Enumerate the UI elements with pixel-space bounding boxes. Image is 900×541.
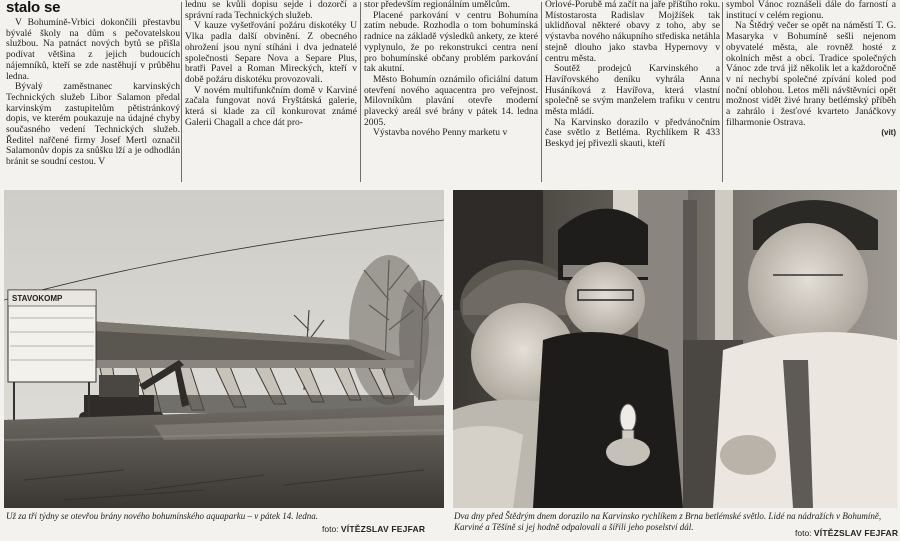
news-columns bbox=[0, 0, 900, 185]
paragraph: stor především regionálním umělcům. bbox=[364, 0, 511, 10]
paragraph: V Bohumíně-Vrbici dokončili přestavbu bývalé školy na dům s pečovatelskou službou. Na patnáct nových bytů se přišla podívat většina z jejich budoucích nájemníků, kteří se zde nastěhují v průběhu ledna. bbox=[6, 18, 180, 82]
paragraph: Na Štědrý večer se opět na náměstí T. G. Masaryka v Bohumíně sešli nejenom obyvatelé města, ale rovněž hosté z okolních měst a obcí. Tradice společných Vánoc zde trvá již několik let a každoročně v ní nechybí společné zpívání koled pod noční oblohou. Letos měli návštěvníci opět možnost vidět živé hrany betlémský příběh a zahrálo i žesťové kvarteto Janáčkovy filharmonie Ostrava. bbox=[726, 20, 896, 128]
aquapark-photo-caption: Už za tři týdny se otevřou brány nového bohumínského aquaparku – v pátek 14. ledna. bbox=[6, 511, 318, 521]
author-signature: (vit) bbox=[881, 128, 896, 138]
paragraph: Na Karvinsko dorazilo v předvánočním čase světlo z Betléma. Rychlíkem R 433 Beskyd jej přivezli skauti, kteří bbox=[545, 116, 720, 150]
paragraph: symbol Vánoc roznášeli dále do farností a institucí v celém regionu. bbox=[726, 0, 896, 21]
news-column-1 bbox=[6, 18, 180, 182]
news-column-2 bbox=[185, 0, 357, 182]
paragraph: Výstavba nového Penny marketu v bbox=[373, 127, 508, 139]
paragraph: Soutěž prodejců Karvinského a Havířovského deníku vyhrála Anna Husáníková z Havířova, která vlastní společně se svým manželem trafiku v centru města mládí. bbox=[545, 63, 720, 118]
credit-label: foto: bbox=[322, 524, 339, 534]
paragraph: lednu se kvůli dopisu sejde i dozorčí a správní rada Technických služeb. bbox=[185, 0, 357, 21]
paragraph: Bývalý zaměstnanec karvinských Technických služeb Libor Salamon předal karvinským zastupitelům pětistránkový dopis, ve kterém poukazuje na údajné chyby současného vedení Technických služeb. Ředitel nařčené firmy Josef Mertl označil Salamonův dopis za snůšku lží a je odhodlán bránit se soudní cestou. V bbox=[6, 81, 180, 168]
column-divider bbox=[181, 2, 182, 182]
bethlehem-light-photo-caption: Dva dny před Štědrým dnem dorazilo na Karvinsko rychlíkem z Brna betlémské světlo. Lidé na nádražích v Bohumíně, Karviné a Těšíně si jej hodně odpalovali a šířili jeho poselství dál. bbox=[454, 511, 882, 532]
column-divider bbox=[541, 2, 542, 182]
aquapark-photo bbox=[4, 190, 444, 508]
paragraph: Město Bohumín oznámilo oficiální datum otevření nového aquacentra pro veřejnost. Milovníkům plavání otevře moderní plavecký areál své brány v pátek 14. ledna 2005. bbox=[364, 73, 538, 128]
bethlehem-light-photo-image bbox=[453, 190, 897, 508]
column-divider bbox=[360, 2, 361, 182]
construction-sign-text: STAVOKOMP bbox=[12, 294, 63, 303]
column-divider bbox=[722, 2, 723, 182]
news-column-5 bbox=[726, 0, 896, 182]
paragraph: Orlové-Porubě má začít na jaře příštího roku. Místostarosta Radislav Mojžíšek tak uklidňoval některé obavy z toho, aby se výstavba nového nákupního střediska netáhla stejně dlouho jako stavba Hypernovy v centru města. bbox=[545, 0, 720, 64]
news-column-3 bbox=[364, 0, 538, 182]
section-title: stalo se bbox=[6, 0, 61, 16]
aquapark-photo-image bbox=[4, 190, 444, 508]
paragraph: Placené parkování v centru Bohumína zatím nebude. Rozhodla o tom bohumínská radnice na základě výsledků ankety, ze které vyplynulo, že po rekonstrukci centra není pro bohumínské občany problém parkování tak akutní. bbox=[364, 9, 538, 75]
credit-name: VÍTĚZSLAV FEJFAR bbox=[813, 528, 899, 538]
bethlehem-light-photo-credit bbox=[795, 528, 898, 538]
paragraph: V kauze vyšetřování požáru diskotéky U Vlka padla další obvinění. Z obecného ohrožení jsou nyní stíháni i dva jednatelé společnosti Separe Nova a Separe Plus, bratři Pavel a Roman Mireckých, kteří v době požáru diskotéku provozovali. bbox=[185, 20, 357, 85]
paragraph: V novém multifunkčním domě v Karviné začala fungovat nová Fryštátská galerie, která si klade za cíl konkurovat známé Galerii Chagall a chce dát pro- bbox=[185, 84, 357, 128]
credit-label: foto: bbox=[795, 528, 812, 538]
aquapark-photo-credit bbox=[322, 524, 425, 534]
bethlehem-light-photo bbox=[453, 190, 897, 508]
credit-name: VÍTĚZSLAV FEJFAR bbox=[340, 524, 426, 534]
news-column-4 bbox=[545, 0, 720, 182]
